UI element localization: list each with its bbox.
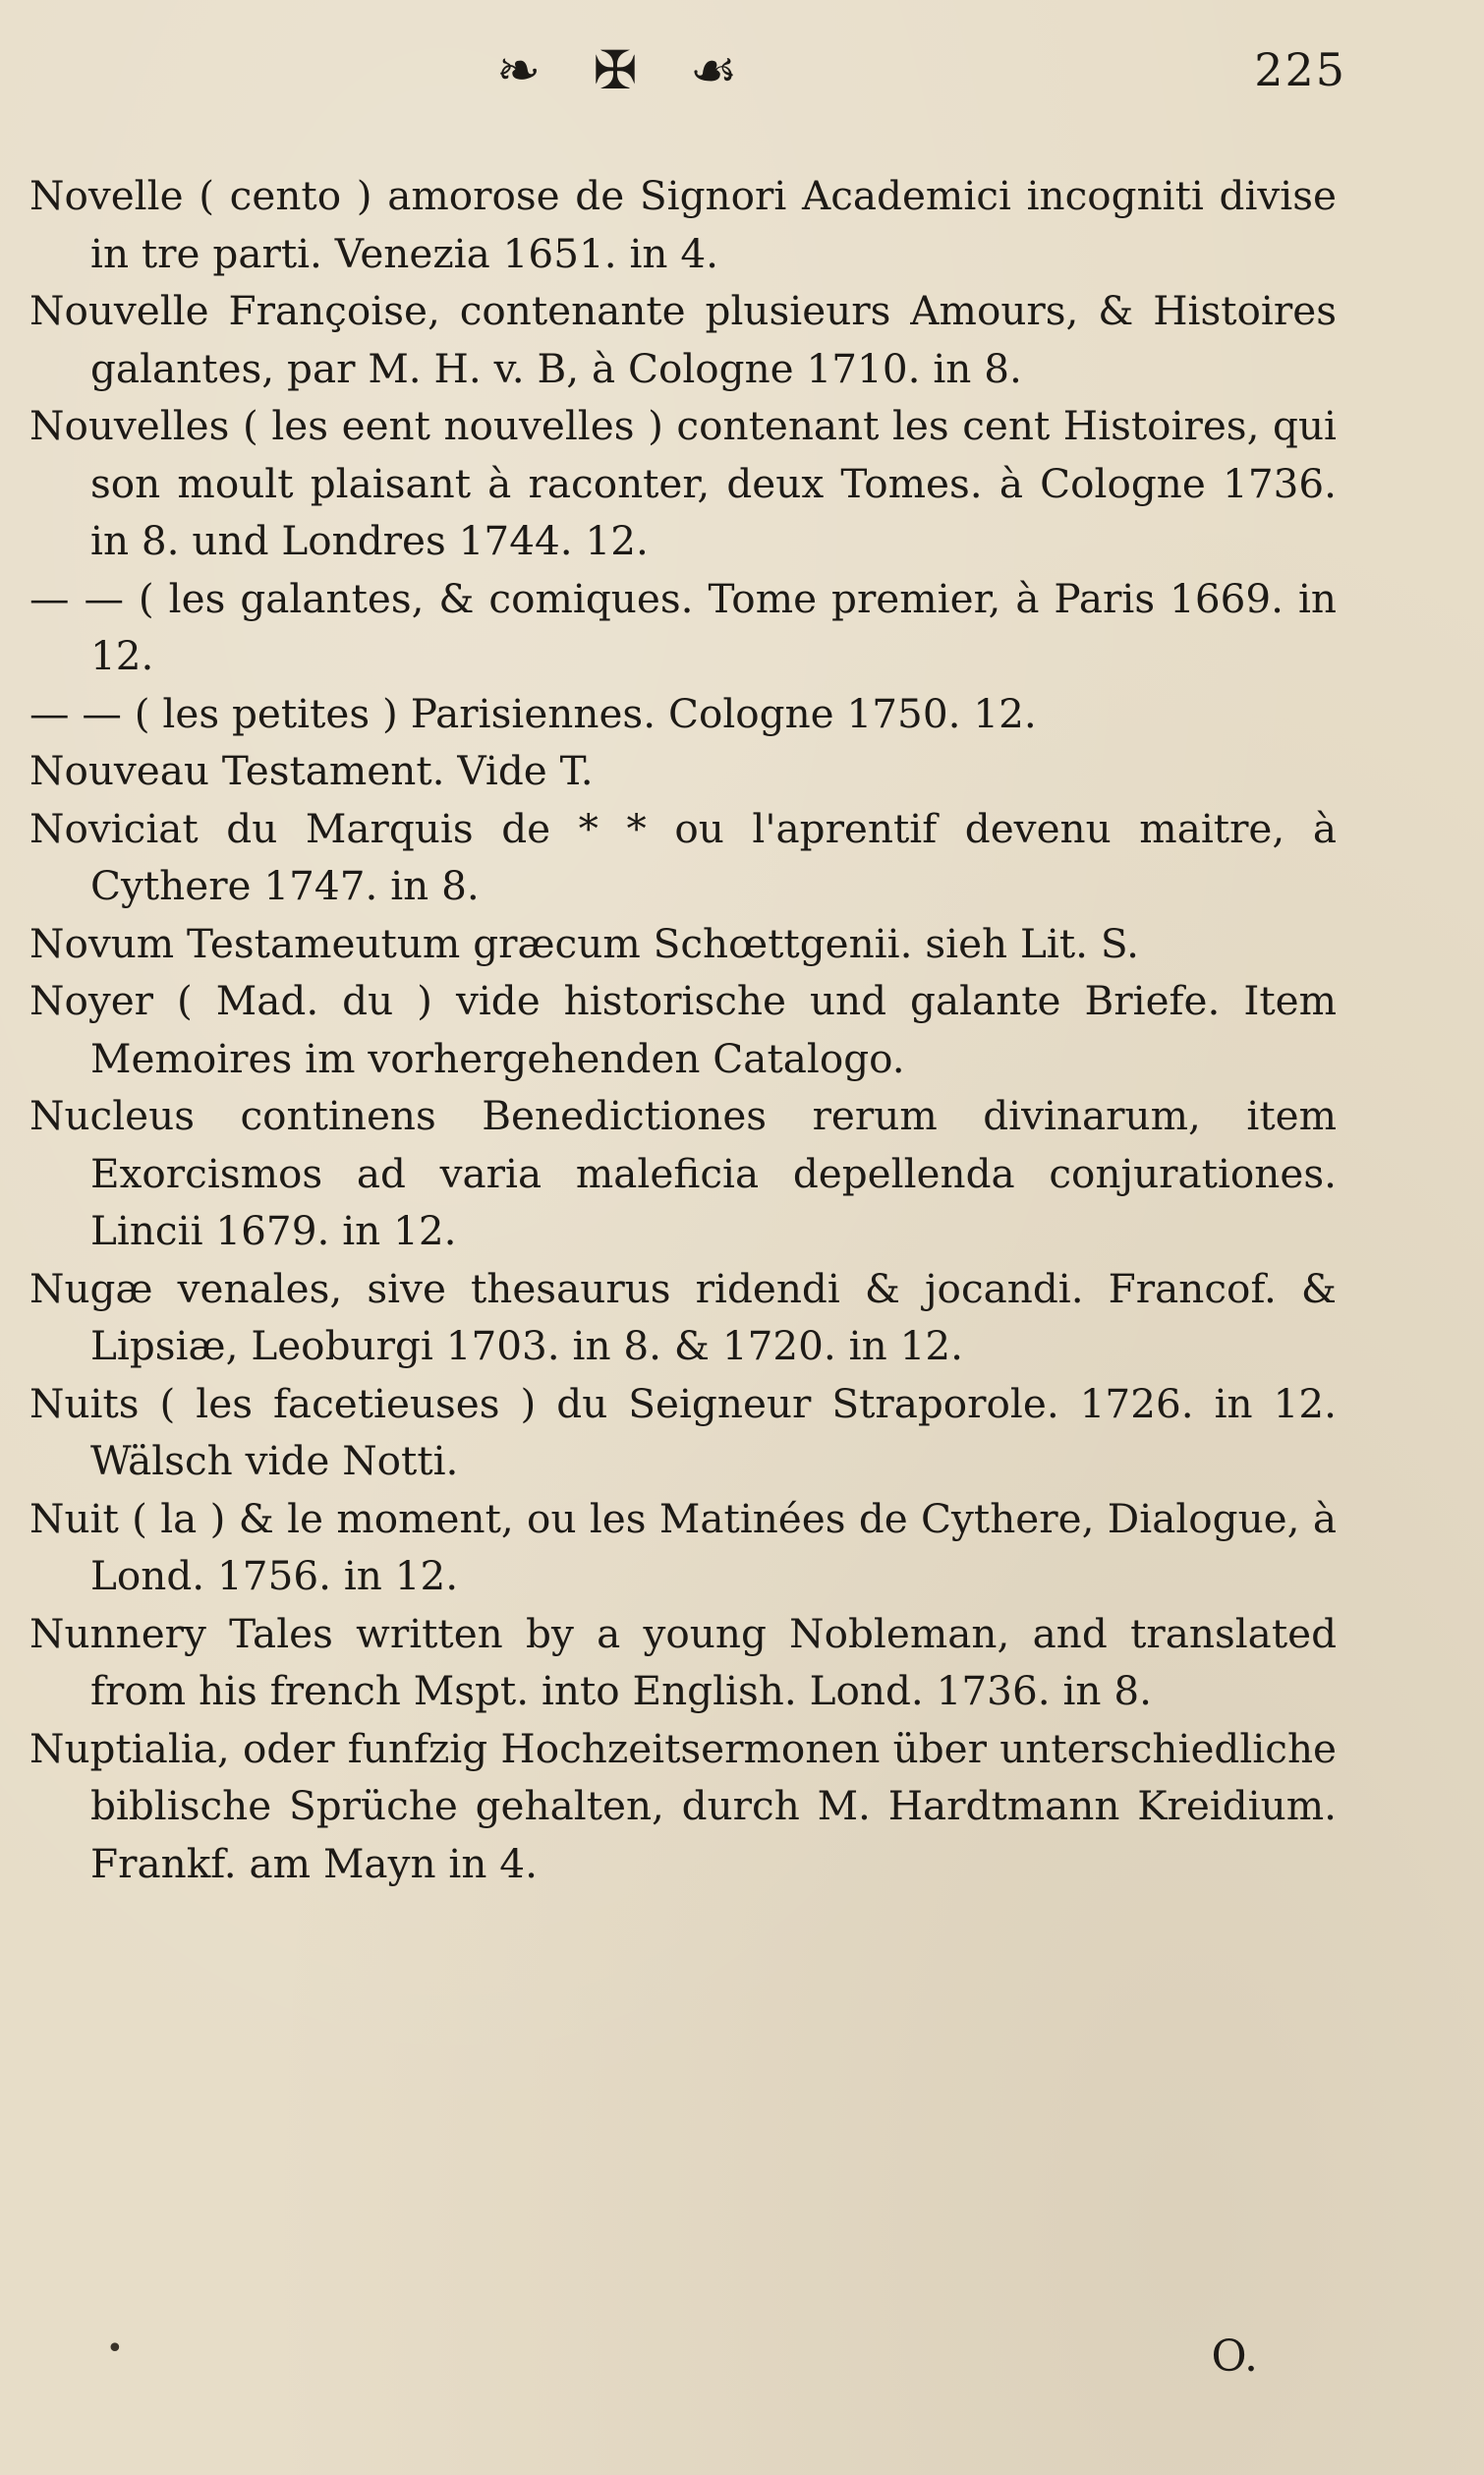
catalog-entry: Noyer ( Mad. du ) vide historische und galante Briefe. Item Memoires im vorhergehenden Catalogo. [29,977,1337,1082]
margin-mark: • [106,2331,124,2366]
catalog-entry: — — ( les petites ) Parisiennes. Cologne 1750. 12. [29,689,1037,737]
catalog-entry: Noviciat du Marquis de * * ou l'aprentif devenu maitre, à Cythere 1747. in 8. [29,804,1337,909]
catalog-entry: Novum Testameutum græcum Schœttgenii. sieh Lit. S. [29,919,1140,967]
catalog-entry: Nuptialia, oder funfzig Hochzeitsermonen über unterschiedliche biblische Sprüche gehalten, durch M. Hardtmann Kreidium. Frankf. am Mayn in 4. [29,1724,1337,1887]
catalog-entry: Nouvelles ( les eent nouvelles ) contenant les cent Histoires, qui son moult plaisant à raconter, deux Tomes. à Cologne 1736. in 8. und Londres 1744. 12. [29,402,1337,564]
signature-mark: O. [1211,2331,1258,2382]
header-ornament: ❧ ✠ ☙ [496,39,756,101]
catalog-entry: — — ( les galantes, & comiques. Tome premier, à Paris 1669. in 12. [29,574,1337,679]
catalog-entry: Nugæ venales, sive thesaurus ridendi & jocandi. Francof. & Lipsiæ, Leoburgi 1703. in 8. & 1720. in 12. [29,1264,1337,1369]
catalog-entries [29,167,1337,1892]
catalog-entry: Nuits ( les facetieuses ) du Seigneur Straporole. 1726. in 12. Wälsch vide Notti. [29,1379,1337,1484]
catalog-entry: Nucleus continens Benedictiones rerum divinarum, item Exorcismos ad varia maleficia depellenda conjurationes. Lincii 1679. in 12. [29,1092,1337,1254]
catalog-entry: Nuit ( la ) & le moment, ou les Matinées de Cythere, Dialogue, à Lond. 1756. in 12. [29,1494,1337,1599]
catalog-entry: Nouvelle Françoise, contenante plusieurs Amours, & Histoires galantes, par M. H. v. B, à Cologne 1710. in 8. [29,287,1337,392]
catalog-entry: Nunnery Tales written by a young Nobleman, and translated from his french Mspt. into English. Lond. 1736. in 8. [29,1609,1337,1714]
page-number: 225 [1254,43,1346,96]
page-header [0,29,1484,128]
catalog-entry: Novelle ( cento ) amorose de Signori Academici incogniti divise in tre parti. Venezia 1651. in 4. [29,172,1337,277]
catalog-entry: Nouveau Testament. Vide T. [29,747,594,794]
